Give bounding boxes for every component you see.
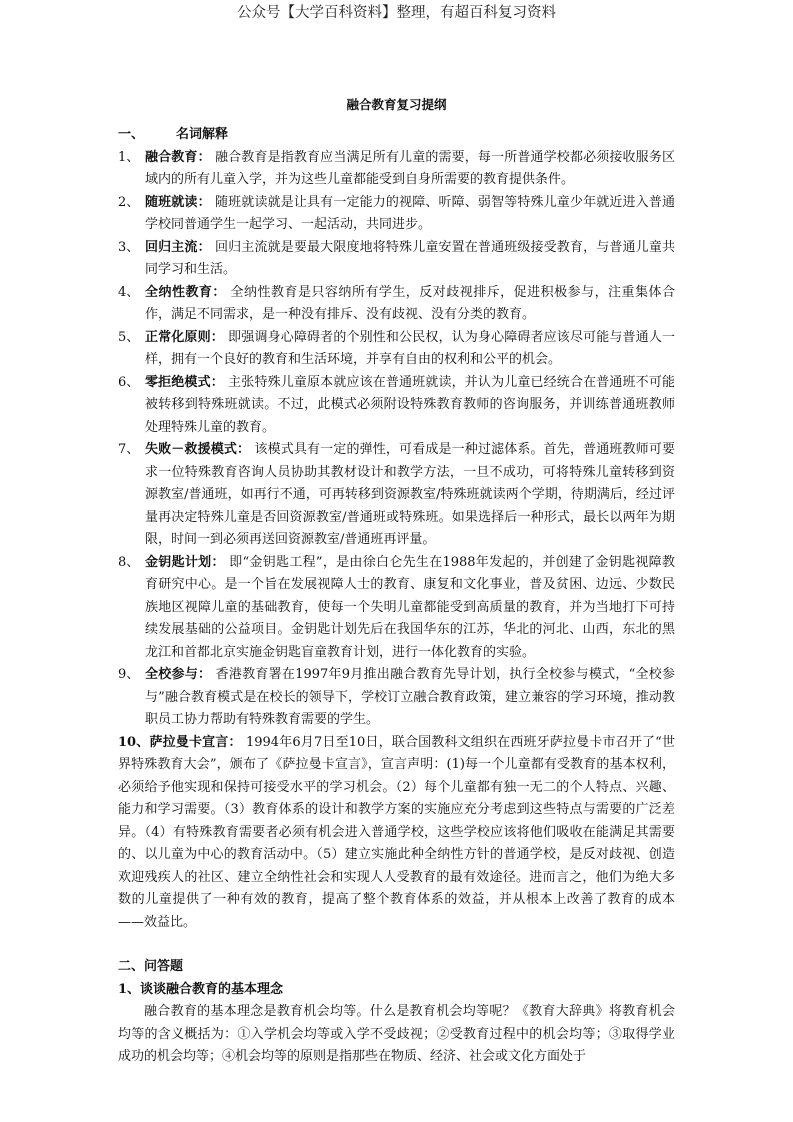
- section-1-number: 一、: [118, 127, 145, 142]
- item-number: 4、: [118, 284, 140, 300]
- document-body: [118, 124, 675, 1069]
- item-number: 3、: [118, 239, 140, 255]
- question-1-answer: 融合教育的基本理念是教育机会均等。什么是教育机会均等呢？《教育大辞典》将教育机会均等的含义概括为：①入学机会均等或入学不受歧视；②受教育过程中的机会均等；③取得学业成功的机会均等；④机会均等的原则是指那些在物质、经济、社会或文化方面处于: [118, 1004, 675, 1064]
- item-term: 全纳性教育：: [145, 284, 226, 300]
- list-item: [118, 147, 675, 192]
- item-term: 全校参与：: [145, 667, 212, 682]
- page-header-watermark: 公众号【大学百科资料】整理，有超百科复习资料: [237, 5, 556, 21]
- item-number: 1、: [118, 149, 140, 165]
- section-1-heading: [118, 124, 675, 147]
- list-item: [118, 439, 675, 552]
- item-definition: 即强调身心障碍者的个别性和公民权，认为身心障碍者应该尽可能与普通人一样，拥有一个良好的教育和生活环境，并享有自由的权利和公平的机会。: [145, 329, 675, 367]
- list-item: [118, 327, 675, 372]
- list-item: [118, 192, 675, 237]
- section-2-heading: 二、问答题: [118, 959, 184, 974]
- item-term: 融合教育：: [145, 149, 211, 165]
- list-item: [118, 664, 675, 732]
- item-term: 正常化原则：: [145, 329, 224, 345]
- document-title: 融合教育复习提纲: [346, 97, 447, 112]
- item-number: 5、: [118, 329, 140, 345]
- list-item: [118, 282, 675, 327]
- section-1-title: 名词解释: [176, 127, 229, 142]
- item-number: 2、: [118, 194, 140, 210]
- item-number: 9、: [118, 667, 140, 682]
- item-number: 7、: [118, 442, 140, 457]
- item-term: 萨拉曼卡宣言：: [149, 734, 242, 750]
- item-definition: 1994年6月7日至10日，联合国教科文组织在西班牙萨拉曼卡市召开了“世界特殊教育大会”，颁布了《萨拉曼卡宣言》，宣言声明：(1)每一个儿童都有受教育的基本权利，必须给予他实现和保持可接受水平的学习机会。（2）每个儿童都有独一无二的个人特点、兴趣、能力和学习需要。（3）教育体系的设计和教学方案的实施应充分考虑到这些特点与需要的广泛差异。（4）有特殊教育需要者必须有机会进入普通学校，这些学校应该将他们吸收在能满足其需要的、以儿童为中心的教育活动中。（5）建立实施此种全纳性方针的普通学校，是反对歧视、创造欢迎残疾人的社区、建立全纳性社会和实现人人受教育的最有效途径。进而言之，他们为绝大多数的儿童提供了一种有效的教育，提高了整个教育体系的效益，并从根本上改善了教育的成本——效益比。: [118, 734, 675, 930]
- item-definition: 融合教育是指教育应当满足所有儿童的需要，每一所普通学校都必须接收服务区域内的所有儿童入学，并为这些儿童都能受到自身所需要的教育提供条件。: [145, 149, 675, 187]
- item-term: 失败－救援模式：: [145, 442, 251, 457]
- item-definition: 该模式具有一定的弹性，可看成是一种过滤体系。首先，普通班教师可要求一位特殊教育咨询人员协助其教材设计和教学方法，一旦不成功，可将特殊儿童转移到资源教室/普通班，如再行不通，可再转移到资源教室/特殊班就读两个学期，待期满后，经过评量再决定特殊儿童是否回资源教室/普通班或特殊班。如果选择后一种形式，最长以两年为期限，时间一到必须再送回资源教室/普通班再评量。: [145, 442, 675, 547]
- item-term: 金钥匙计划：: [145, 554, 225, 570]
- section-spacer: [118, 934, 675, 956]
- list-item-10: [118, 732, 675, 935]
- question-1-title: 1、谈谈融合教育的基本理念: [118, 981, 284, 997]
- list-item: [118, 237, 675, 282]
- item-definition: 全纳性教育是只容纳所有学生，反对歧视排斥，促进积极参与，注重集体合作，满足不同需求，是一种没有排斥、没有歧视、没有分类的教育。: [145, 284, 675, 322]
- item-definition: 香港教育署在1997年9月推出融合教育先导计划，执行全校参与模式，“全校参与”融合教育模式是在校长的领导下，学校订立融合教育政策，建立兼容的学习环境，推动教职员工协力帮助有特殊教育需要的学生。: [145, 667, 675, 727]
- list-item: [118, 372, 675, 440]
- item-definition: 回归主流就是要最大限度地将特殊儿童安置在普通班级接受教育，与普通儿童共同学习和生活。: [145, 239, 675, 277]
- item-definition: 随班就读就是让具有一定能力的视障、听障、弱智等特殊儿童少年就近进入普通学校同普通学生一起学习、一起活动，共同进步。: [145, 194, 675, 232]
- item-term: 随班就读：: [145, 194, 211, 210]
- item-term: 回归主流：: [145, 239, 211, 255]
- item-term: 零拒绝模式：: [145, 374, 224, 390]
- item-definition: 主张特殊儿童原本就应该在普通班就读，并认为儿童已经统合在普通班不可能被转移到特殊班就读。不过，此模式必须附设特殊教育教师的咨询服务，并训练普通班教师处理特殊儿童的教育。: [145, 374, 675, 435]
- item-number: 6、: [118, 374, 140, 390]
- item-number: 10、: [118, 734, 150, 750]
- item-number: 8、: [118, 554, 140, 570]
- list-item: [118, 552, 675, 665]
- item-definition: 即“金钥匙工程”，是由徐白仑先生在1988年发起的，并创建了金钥匙视障教育研究中心。是一个旨在发展视障人士的教育、康复和文化事业，普及贫困、边远、少数民族地区视障儿童的基础教育，使每一个失明儿童都能受到高质量的教育，并为当地打下可持续发展基础的公益项目。金钥匙计划先后在我国华东的江苏，华北的河北、山西，东北的黑龙江和首都北京实施金钥匙盲童教育计划，进行一体化教育的实验。: [145, 554, 675, 660]
